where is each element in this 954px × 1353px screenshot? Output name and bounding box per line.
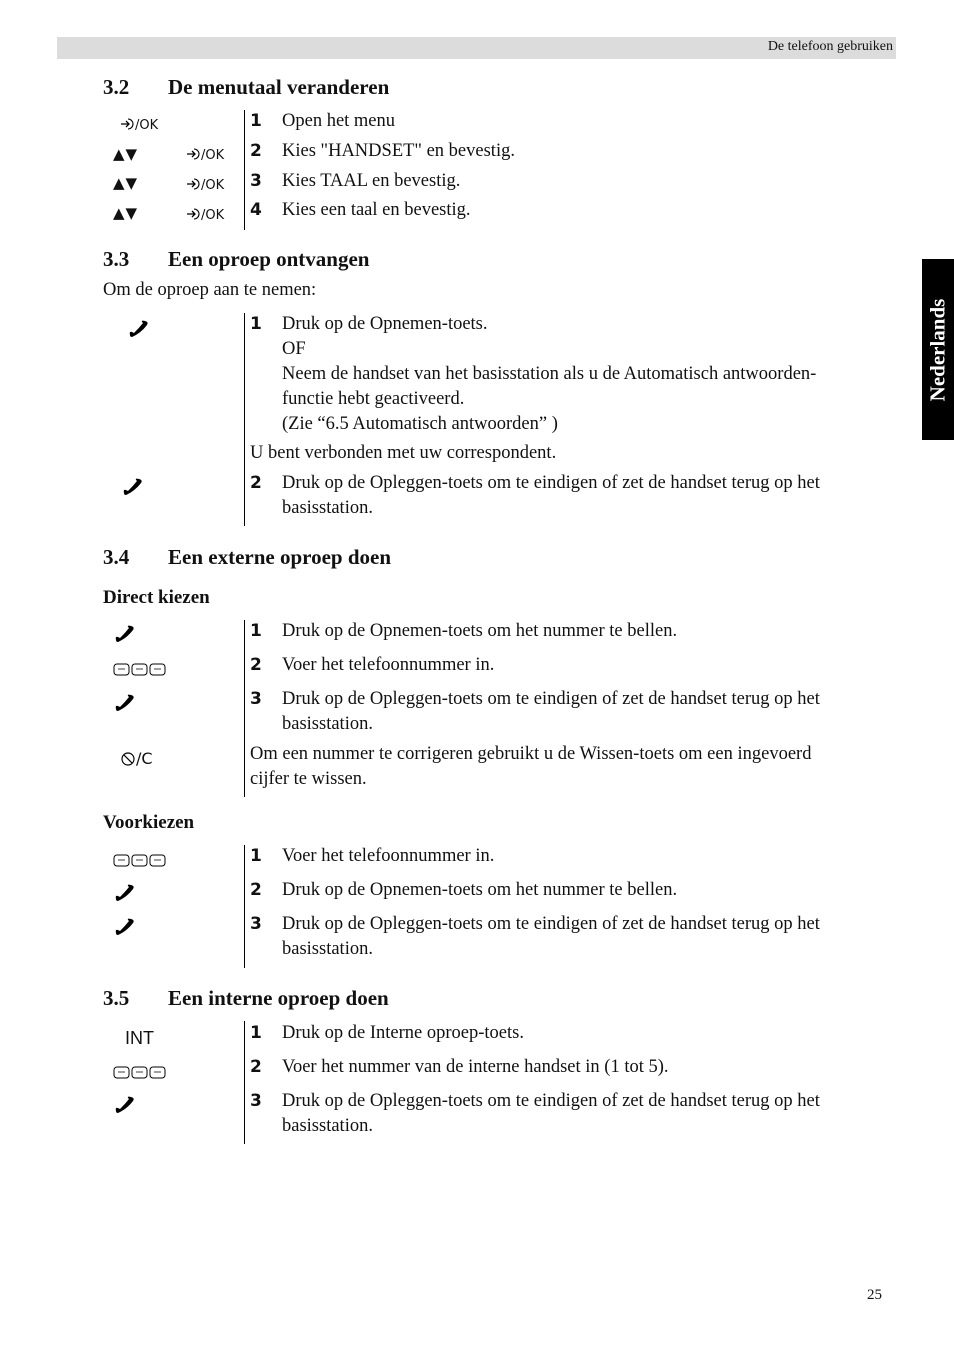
step-item <box>250 619 880 644</box>
step-text: Druk op de Opleggen-toets om te eindigen of zet de handset terug op het <box>282 914 820 934</box>
step-text: Kies "HANDSET" en bevestig. <box>282 141 515 161</box>
step-text: basisstation. <box>282 1116 373 1136</box>
step-number: 3 <box>250 689 262 709</box>
step-item <box>250 1089 880 1139</box>
numeric-keypad-icon <box>113 663 167 682</box>
step-item <box>250 912 880 962</box>
language-tab <box>922 259 954 440</box>
menu-ok-key-icon <box>186 207 200 226</box>
step-text: Voer het nummer van de interne handset in (1 tot 5). <box>282 1057 669 1077</box>
step-text: OF <box>282 339 306 359</box>
menu-ok-key-icon <box>120 117 134 136</box>
connected-note: U bent verbonden met uw correspondent. <box>250 443 557 463</box>
phone-handset-icon <box>113 884 137 907</box>
menu-ok-key-icon <box>186 147 200 166</box>
section-title: Een externe oproep doen <box>168 545 392 569</box>
step-number: 2 <box>250 655 262 675</box>
ok-key-label: /OK <box>135 118 159 133</box>
note-line: cijfer te wissen. <box>250 769 367 789</box>
step-text: functie hebt geactiveerd. <box>282 389 465 409</box>
phone-handset-icon <box>113 625 137 648</box>
intercom-key-label: INT <box>125 1028 154 1048</box>
subheading-pre-dial: Voorkiezen <box>103 812 195 833</box>
note-line: Om een nummer te corrigeren gebruikt u de Wissen-toets om een ingevoerd <box>250 744 812 764</box>
up-down-arrow-keys-icon: ▲▼ <box>113 145 139 163</box>
step-item <box>250 687 880 737</box>
step-number: 2 <box>250 880 262 900</box>
step-text: Open het menu <box>282 111 396 131</box>
up-down-arrow-keys-icon: ▲▼ <box>113 174 139 192</box>
step-text: Druk op de Opleggen-toets om te eindigen of zet de handset terug op het <box>282 1091 820 1111</box>
step-text: basisstation. <box>282 714 373 734</box>
step-item <box>250 471 880 521</box>
intro-text: Om de oproep aan te nemen: <box>103 280 317 300</box>
clear-key-icon <box>121 751 137 772</box>
up-down-arrow-keys-icon: ▲▼ <box>113 204 139 222</box>
step-text: Kies een taal en bevestig. <box>282 200 471 220</box>
page-number: 25 <box>867 1287 882 1303</box>
language-tab-label: Nederlands <box>925 298 950 401</box>
section-heading-3-2 <box>103 75 389 100</box>
section-number: 3.3 <box>103 247 130 271</box>
step-number: 1 <box>250 621 262 641</box>
phone-handset-icon <box>127 320 151 343</box>
running-title: De telefoon gebruiken <box>767 39 893 54</box>
step-text: Voer het telefoonnummer in. <box>282 655 495 675</box>
step-number: 2 <box>250 141 262 161</box>
step-number: 3 <box>250 914 262 934</box>
step-number: 2 <box>250 1057 262 1077</box>
step-number: 4 <box>250 200 262 220</box>
step-number: 3 <box>250 171 262 191</box>
column-divider <box>244 313 245 526</box>
section-heading-3-3 <box>103 247 369 272</box>
step-text: Druk op de Opleggen-toets om te eindigen of zet de handset terug op het <box>282 473 820 493</box>
clear-key-label: /C <box>136 749 153 768</box>
step-text: Voer het telefoonnummer in. <box>282 846 495 866</box>
step-text: basisstation. <box>282 939 373 959</box>
step-text: Kies TAAL en bevestig. <box>282 171 461 191</box>
ok-key-label: /OK <box>201 178 225 193</box>
step-number: 1 <box>250 1023 262 1043</box>
phone-handset-icon <box>113 918 137 941</box>
step-item <box>250 653 880 678</box>
step-item <box>250 844 880 869</box>
phone-handset-icon <box>113 1096 137 1119</box>
step-item <box>250 878 880 903</box>
section-number: 3.2 <box>103 75 130 99</box>
section-heading-3-4 <box>103 545 391 570</box>
numeric-keypad-icon <box>113 1066 167 1085</box>
section-title: De menutaal veranderen <box>168 75 390 99</box>
phone-handset-icon <box>113 694 137 717</box>
step-text: Druk op de Interne oproep-toets. <box>282 1023 524 1043</box>
step-text: Druk op de Opnemen-toets. <box>282 314 488 334</box>
step-item <box>250 1055 880 1080</box>
phone-handset-icon <box>121 478 145 501</box>
subheading-direct: Direct kiezen <box>103 587 210 608</box>
step-item <box>250 198 880 223</box>
step-number: 1 <box>250 846 262 866</box>
section-number: 3.5 <box>103 986 130 1010</box>
step-item <box>250 1021 880 1046</box>
menu-ok-key-icon <box>186 177 200 196</box>
step-text: Druk op de Opnemen-toets om het nummer te bellen. <box>282 621 678 641</box>
column-divider <box>244 845 245 968</box>
ok-key-label: /OK <box>201 208 225 223</box>
step-item <box>250 139 880 164</box>
step-text: (Zie “6.5 Automatisch antwoorden” ) <box>282 414 558 434</box>
step-item <box>250 169 880 194</box>
column-divider <box>244 110 245 230</box>
section-number: 3.4 <box>103 545 130 569</box>
section-title: Een oproep ontvangen <box>168 247 370 271</box>
numeric-keypad-icon <box>113 854 167 873</box>
running-header <box>57 37 896 59</box>
step-text: Druk op de Opnemen-toets om het nummer te bellen. <box>282 880 678 900</box>
ok-key-label: /OK <box>201 148 225 163</box>
step-number: 3 <box>250 1091 262 1111</box>
step-text: basisstation. <box>282 498 373 518</box>
section-title: Een interne oproep doen <box>168 986 389 1010</box>
step-number: 2 <box>250 473 262 493</box>
column-divider <box>244 1021 245 1144</box>
step-text: Druk op de Opleggen-toets om te eindigen of zet de handset terug op het <box>282 689 820 709</box>
correction-note <box>250 742 880 792</box>
section-heading-3-5 <box>103 986 389 1011</box>
step-item <box>250 312 880 437</box>
step-number: 1 <box>250 314 262 334</box>
step-text: Neem de handset van het basisstation als u de Automatisch antwoorden- <box>282 364 817 384</box>
step-number: 1 <box>250 111 262 131</box>
column-divider <box>244 620 245 797</box>
step-item <box>250 109 880 134</box>
